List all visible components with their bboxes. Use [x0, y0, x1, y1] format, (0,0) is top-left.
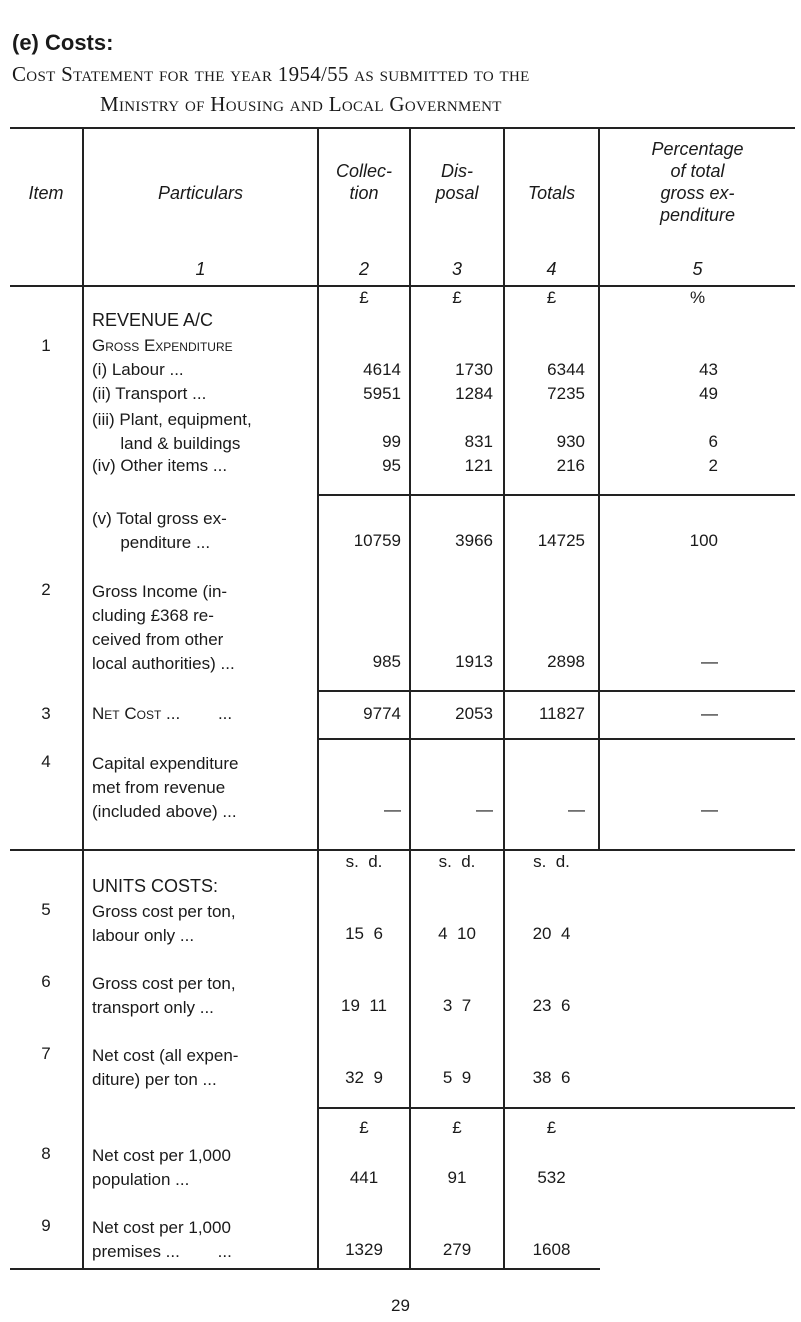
title-line-1: Cost Statement for the year 1954/55 as submitted to the [12, 62, 530, 86]
item-8-number: 8 [41, 1144, 51, 1163]
row-income-pct: — [701, 652, 718, 671]
row-6-col: 19 11 [340, 996, 387, 1015]
col-number-5: 5 [692, 259, 703, 279]
row-plant-col: 99 [382, 432, 401, 451]
table-bottom-rule [10, 1268, 600, 1270]
item-2-number: 2 [41, 580, 51, 599]
item-1-number: 1 [41, 336, 51, 355]
col-header-totals: Totals [527, 183, 576, 203]
row-capital-col: — [384, 800, 401, 819]
row-capital-pct: — [701, 800, 718, 819]
row-income-col: 985 [372, 652, 401, 671]
gross-expenditure-label: Gross Expenditure [92, 336, 233, 355]
header-bottom-rule [10, 285, 795, 287]
item-5-number: 5 [41, 900, 51, 919]
row-income-label: Gross Income (in- cluding £368 re- ceived from other local authorities) ... [92, 582, 235, 673]
row-total-tot: 14725 [537, 531, 585, 550]
row-7-tot: 38 6 [532, 1068, 571, 1087]
pound-rule [319, 1107, 795, 1109]
unit-dis: £ [452, 288, 462, 307]
row-7-label: Net cost (all expen- diture) per ton ... [92, 1046, 239, 1089]
row-transport-pct: 49 [699, 384, 718, 403]
col-number-2: 2 [358, 259, 369, 279]
unit-sd-col: s. d. [345, 852, 383, 871]
row-5-dis: 4 10 [438, 924, 476, 943]
row-labour-col: 4614 [363, 360, 401, 379]
col-header-collection: Collec- tion [335, 161, 392, 203]
section-heading: (e) Costs: [12, 30, 114, 55]
row-transport-dis: 1284 [455, 384, 493, 403]
row-labour-tot: 6344 [547, 360, 585, 379]
page-number: 29 [391, 1296, 410, 1315]
row-5-tot: 20 4 [532, 924, 571, 943]
row-7-dis: 5 9 [442, 1068, 472, 1087]
col-header-particulars: Particulars [157, 183, 244, 203]
row-8-dis: 91 [447, 1168, 467, 1187]
row-9-tot: 1608 [532, 1240, 571, 1259]
row-labour-pct: 43 [699, 360, 718, 379]
col-header-percentage: Percentage of total gross ex- penditure [651, 139, 744, 225]
row-transport-label: (ii) Transport ... [92, 384, 207, 403]
col-divider-1 [82, 127, 84, 1268]
row-other-dis: 121 [464, 456, 493, 475]
item-9-number: 9 [41, 1216, 51, 1235]
col-number-1: 1 [195, 259, 206, 279]
row-5-label: Gross cost per ton, labour only ... [92, 902, 236, 945]
row-plant-label: (iii) Plant, equipment, land & buildings [92, 410, 252, 453]
row-labour-dis: 1730 [455, 360, 493, 379]
row-8-tot: 532 [537, 1168, 566, 1187]
row-9-label: Net cost per 1,000 premises ... ... [92, 1218, 232, 1261]
row-total-col: 10759 [353, 531, 401, 550]
net-cost-rule [319, 690, 795, 692]
row-capital-dis: — [476, 800, 493, 819]
unit-tot: £ [546, 288, 557, 307]
row-9-dis: 279 [442, 1240, 472, 1259]
row-income-tot: 2898 [547, 652, 585, 671]
row-7-col: 32 9 [345, 1068, 383, 1087]
row-income-dis: 1913 [455, 652, 493, 671]
unit-pct: % [689, 288, 706, 307]
unit-pound-dis: £ [452, 1118, 462, 1137]
row-total-label: (v) Total gross ex- penditure ... [92, 509, 227, 552]
row-other-pct: 2 [708, 456, 718, 475]
row-6-label: Gross cost per ton, transport only ... [92, 974, 236, 1017]
col-header-item: Item [28, 183, 64, 203]
row-other-col: 95 [382, 456, 401, 475]
unit-sd-tot: s. d. [533, 852, 570, 871]
col-header-disposal: Dis- posal [435, 161, 479, 203]
unit-pound-col: £ [359, 1118, 369, 1137]
row-net-col: 9774 [363, 704, 401, 723]
row-other-label: (iv) Other items ... [92, 456, 228, 475]
row-net-tot: 11827 [538, 704, 585, 723]
col-number-3: 3 [451, 259, 462, 279]
item-7-number: 7 [41, 1044, 51, 1063]
row-other-tot: 216 [556, 456, 585, 475]
row-5-col: 15 6 [345, 924, 383, 943]
table-top-rule [10, 127, 795, 129]
row-capital-label: Capital expenditure met from revenue (included above) ... [92, 754, 239, 821]
row-8-label: Net cost per 1,000 population ... [92, 1146, 231, 1189]
col-divider-5 [598, 127, 600, 849]
row-plant-dis: 831 [464, 432, 493, 451]
row-transport-col: 5951 [363, 384, 401, 403]
row-plant-tot: 930 [556, 432, 585, 451]
unit-sd-dis: s. d. [438, 852, 476, 871]
row-6-dis: 3 7 [442, 996, 472, 1015]
row-labour-label: (i) Labour ... [92, 360, 184, 379]
row-net-dis: 2053 [455, 704, 493, 723]
row-net-pct: — [701, 704, 718, 723]
item-4-number: 4 [41, 752, 51, 771]
title-line-2: Ministry of Housing and Local Government [100, 92, 502, 116]
row-8-col: 441 [349, 1168, 379, 1187]
row-6-tot: 23 6 [532, 996, 571, 1015]
subtotal-rule [319, 494, 795, 496]
units-costs-header: UNITS COSTS: [92, 876, 219, 896]
item-6-number: 6 [41, 972, 51, 991]
revenue-header: REVENUE A/C [92, 310, 214, 330]
row-9-col: 1329 [345, 1240, 383, 1259]
unit-pound-tot: £ [546, 1118, 557, 1137]
row-transport-tot: 7235 [547, 384, 585, 403]
row-plant-pct: 6 [708, 432, 718, 451]
row-capital-tot: — [568, 800, 585, 819]
col-number-4: 4 [546, 259, 557, 279]
item-3-number: 3 [41, 704, 51, 723]
row-net-label: Net Cost ... ... [92, 704, 233, 723]
capital-rule [319, 738, 795, 740]
row-total-dis: 3966 [455, 531, 493, 550]
row-total-pct: 100 [689, 531, 718, 550]
unit-col: £ [359, 288, 369, 307]
units-section-rule [10, 849, 795, 851]
